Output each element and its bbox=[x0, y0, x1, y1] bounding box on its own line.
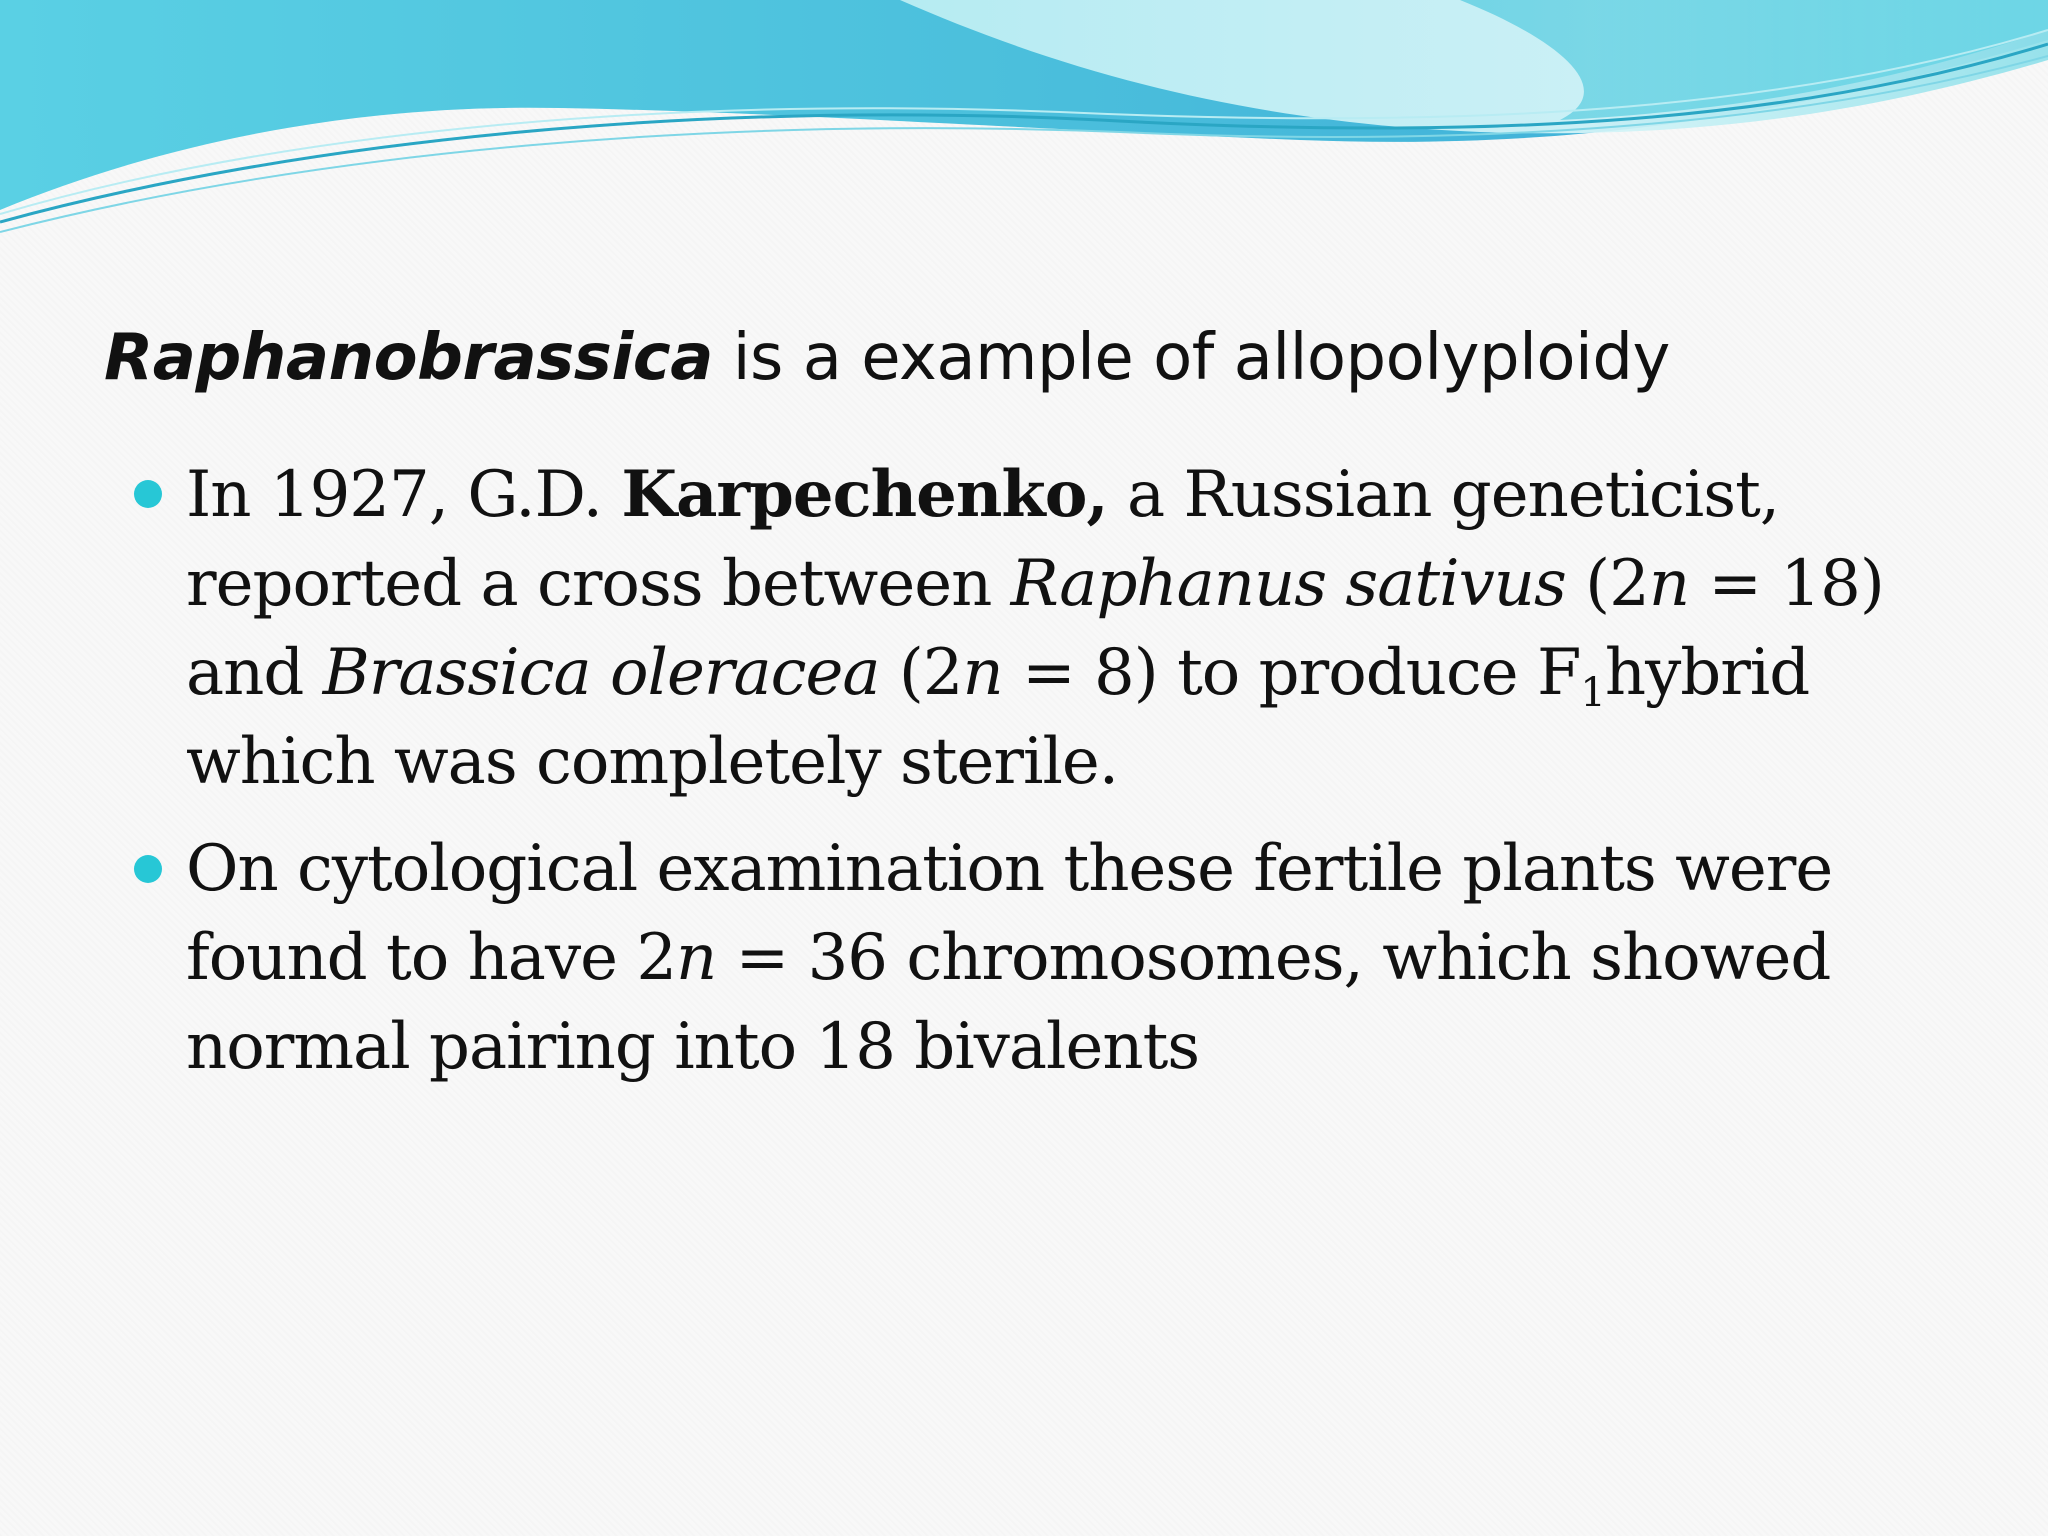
text-run: a Russian geneticist, bbox=[1107, 458, 1780, 532]
text-run: and bbox=[186, 636, 323, 710]
text-run: reported a cross between bbox=[186, 547, 1011, 621]
text-run: = 36 chromosomes, which showed bbox=[716, 921, 1831, 995]
text-run: found to have 2 bbox=[186, 921, 677, 995]
bullet-list bbox=[134, 450, 2014, 1092]
text-run: normal pairing into 18 bivalents bbox=[186, 1010, 1200, 1084]
title-rest: is a example of allopolyploidy bbox=[712, 321, 1670, 395]
title-emphasis: Raphanobrassica bbox=[104, 321, 713, 395]
bullet-line bbox=[186, 540, 2014, 629]
text-run: hybrid bbox=[1604, 636, 1810, 710]
italic-n: n bbox=[676, 921, 717, 995]
bullet-line bbox=[186, 718, 2014, 807]
slide-title bbox=[104, 322, 1670, 396]
text-run: = 8) to produce F bbox=[1002, 636, 1581, 710]
text-run: = 18) bbox=[1689, 547, 1884, 621]
species-name: Raphanus sativus bbox=[1010, 547, 1566, 621]
bullet-line bbox=[186, 450, 2014, 540]
bullet-dot-icon bbox=[134, 480, 162, 508]
bullet-dot-icon bbox=[134, 855, 162, 883]
italic-n: n bbox=[962, 636, 1003, 710]
bold-name: Karpechenko, bbox=[621, 457, 1108, 532]
species-name: Brassica oleracea bbox=[322, 636, 880, 710]
text-run: (2 bbox=[1565, 547, 1649, 621]
text-run: On cytological examination these fertile plants were bbox=[186, 832, 1833, 906]
subscript: 1 bbox=[1580, 670, 1605, 716]
italic-n: n bbox=[1648, 547, 1690, 621]
bullet-line bbox=[186, 1003, 2014, 1092]
text-run: In 1927, G.D. bbox=[186, 458, 622, 532]
bullet-item bbox=[134, 450, 2014, 807]
text-run: which was completely sterile. bbox=[186, 725, 1119, 799]
bullet-line bbox=[186, 629, 2014, 718]
bullet-item bbox=[134, 825, 2014, 1092]
text-run: (2 bbox=[879, 636, 963, 710]
header-wave-decoration bbox=[0, 0, 2048, 240]
bullet-line bbox=[186, 914, 2014, 1003]
bullet-line bbox=[186, 825, 2014, 914]
